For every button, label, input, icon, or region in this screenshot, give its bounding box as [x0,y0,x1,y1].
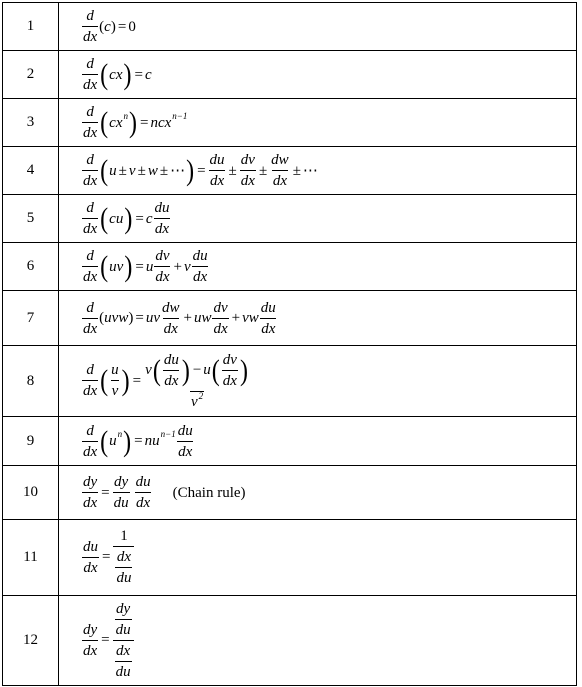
row-number: 4 [3,147,59,195]
table-row [3,346,577,417]
formula-10: $\frac{dy}{dx}$ = $\frac{dy}{du}$ $\frac{du}{dx}$ (Chain rule) [59,466,577,520]
row-number: 2 [3,51,59,99]
row-number: 9 [3,417,59,466]
table-row [3,99,577,147]
derivative-rules-table [2,2,577,686]
table-row [3,243,577,291]
row-number: 11 [3,520,59,596]
row-number: 7 [3,291,59,346]
row-number: 5 [3,195,59,243]
formula-6: $\frac{d}{dx}$ ( uv ) = u $\frac{dv}{dx}$ + v $\frac{du}{dx}$ [59,243,577,291]
row-number: 10 [3,466,59,520]
table-row [3,520,577,596]
formula-8: $\frac{d}{dx}$ ( $\frac{u}{v}$ ) = v ( $\frac{du}{dx}$ ) − u ( $\frac{dv}{dx}$ ) $v^2$ [59,346,577,417]
formula-2: $\frac{d}{dx}$ ( cx ) = c [59,51,577,99]
table-row [3,596,577,686]
table-row [3,291,577,346]
table-row [3,466,577,520]
formula-12: $\frac{dy}{dx}$ = $\frac{\frac{dy}{du}}{\frac{dx}{du}}$ [59,596,577,686]
row-number: 1 [3,3,59,51]
row-number: 8 [3,346,59,417]
row-number: 6 [3,243,59,291]
table-row [3,3,577,51]
formula-11: $\frac{du}{dx}$ = $\frac{1}{\frac{dx}{du}}$ [59,520,577,596]
table-row [3,51,577,99]
table-row [3,147,577,195]
table-row [3,195,577,243]
formula-4: $\frac{d}{dx}$ ( u ± v ± w ± ⋯ ) = $\frac{du}{dx}$ ± $\frac{dv}{dx}$ ± $\frac{dw}{dx}$ ± ⋯ [59,147,577,195]
formula-1: $\frac{d}{dx}$ ( c ) = 0 [59,3,577,51]
formula-3: $\frac{d}{dx}$ ( cx n ) = ncx n−1 [59,99,577,147]
row-number: 3 [3,99,59,147]
formula-9: $\frac{d}{dx}$ ( u n ) = nu n−1 $\frac{du}{dx}$ [59,417,577,466]
chain-rule-note: (Chain rule) [172,484,246,501]
table-row [3,417,577,466]
formula-5: $\frac{d}{dx}$ ( cu ) = c $\frac{du}{dx}$ [59,195,577,243]
formula-7: $\frac{d}{dx}$ ( uvw ) = uv $\frac{dw}{dx}$ + uw $\frac{dv}{dx}$ + vw $\frac{du}{dx}$ [59,291,577,346]
row-number: 12 [3,596,59,686]
